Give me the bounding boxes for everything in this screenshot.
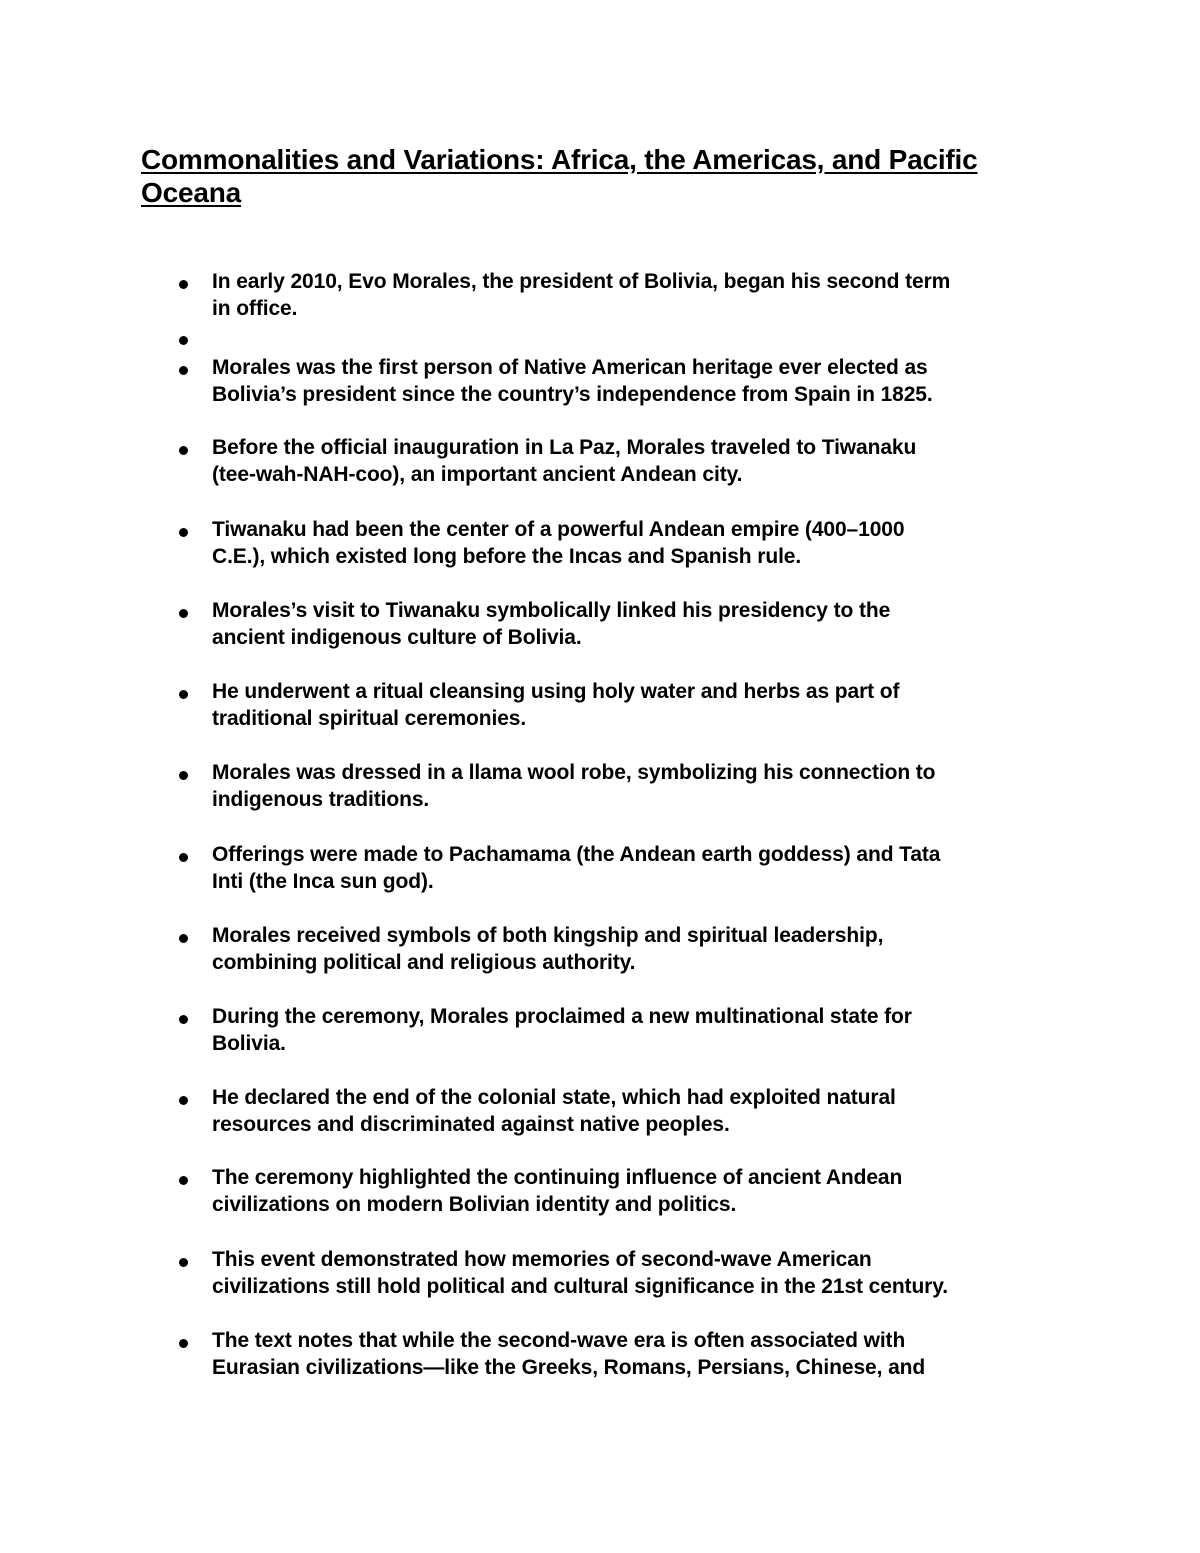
list-item-text: He declared the end of the colonial state, which had exploited natural resources and discriminated against native peoples. — [212, 1086, 896, 1136]
bullet-icon — [179, 1015, 188, 1024]
list-item-text: Offerings were made to Pachamama (the Andean earth goddess) and Tata Inti (the Inca sun god). — [212, 843, 941, 893]
bullet-icon — [179, 934, 188, 943]
list-item-text: During the ceremony, Morales proclaimed a new multinational state for Bolivia. — [212, 1005, 912, 1055]
list-item-text: In early 2010, Evo Morales, the president of Bolivia, began his second term in office. — [212, 270, 951, 320]
bullet-icon — [179, 336, 188, 345]
list-item-text: The text notes that while the second-wave era is often associated with Eurasian civilizations—like the Greeks, Romans, Persians, Chinese, and — [212, 1329, 926, 1379]
list-item-text: The ceremony highlighted the continuing influence of ancient Andean civilizations on modern Bolivian identity and politics. — [212, 1166, 903, 1216]
bullet-icon — [179, 366, 188, 375]
document-title: Commonalities and Variations: Africa, the Americas, and Pacific Oceana — [141, 144, 978, 208]
list-item-text: Morales was the first person of Native American heritage ever elected as Bolivia’s president since the country’s independence from Spain in 1825. — [212, 356, 933, 406]
list-item-text: Before the official inauguration in La Paz, Morales traveled to Tiwanaku (tee-wah-NAH-coo), an important ancient Andean city. — [212, 436, 917, 486]
list-item-text: Tiwanaku had been the center of a powerful Andean empire (400–1000 C.E.), which existed long before the Incas and Spanish rule. — [212, 518, 905, 568]
bullet-icon — [179, 1176, 188, 1185]
bullet-icon — [179, 1096, 188, 1105]
list-item-text: Morales’s visit to Tiwanaku symbolically linked his presidency to the ancient indigenous culture of Bolivia. — [212, 599, 891, 649]
bullet-icon — [179, 609, 188, 618]
bullet-icon — [179, 1339, 188, 1348]
bullet-icon — [179, 771, 188, 780]
bullet-icon — [179, 1258, 188, 1267]
list-item-text: He underwent a ritual cleansing using holy water and herbs as part of traditional spiritual ceremonies. — [212, 680, 900, 730]
bullet-icon — [179, 446, 188, 455]
list-item-text: Morales was dressed in a llama wool robe, symbolizing his connection to indigenous traditions. — [212, 761, 936, 811]
bullet-icon — [179, 280, 188, 289]
bullet-icon — [179, 528, 188, 537]
bullet-icon — [179, 853, 188, 862]
bullet-icon — [179, 690, 188, 699]
list-item-text: Morales received symbols of both kingship and spiritual leadership, combining political and religious authority. — [212, 924, 884, 974]
list-item-text: This event demonstrated how memories of second-wave American civilizations still hold political and cultural significance in the 21st century. — [212, 1248, 949, 1298]
